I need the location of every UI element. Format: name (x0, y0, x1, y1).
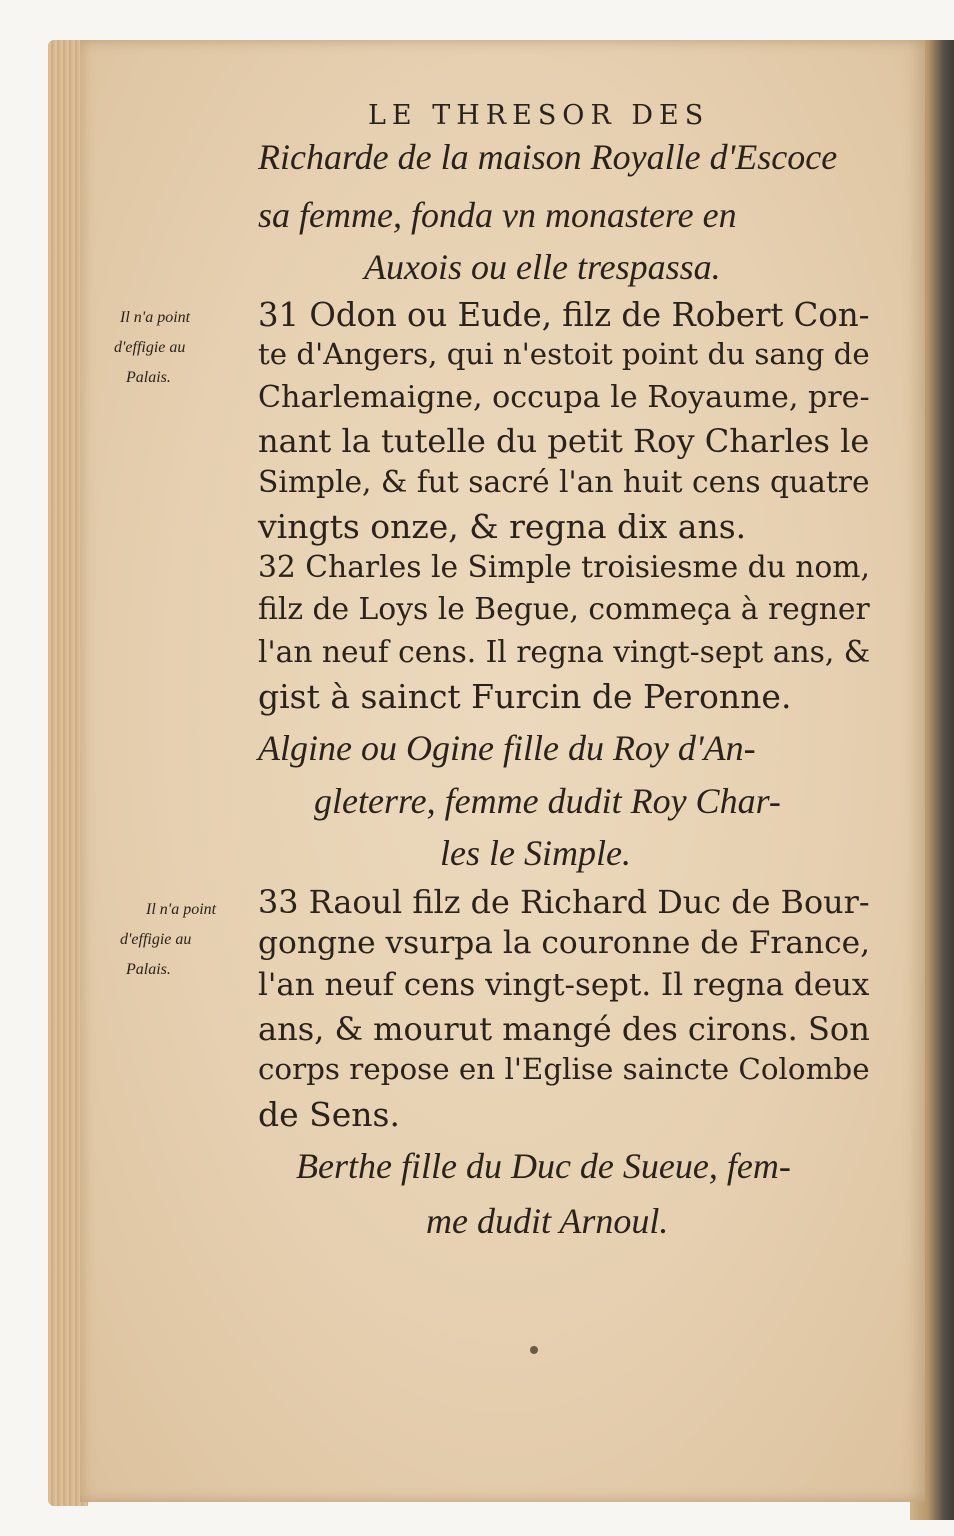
margin-note-line: Palais. (126, 961, 171, 978)
italic-line: sa femme, fonda vn monastere en (258, 195, 737, 235)
entry-33-line: l'an neuf cens vingt-sept. Il regna deux (258, 967, 870, 1003)
running-head: LE THRESOR DES (368, 100, 710, 131)
entry-32-line: filz de Loys le Begue, commeça à regner (258, 592, 870, 627)
margin-note-line: Il n'a point (120, 309, 191, 326)
entry-32-line: l'an neuf cens. Il regna vingt-sept ans, & (258, 635, 871, 670)
entry-31-line: Simple, & fut sacré l'an huit cens quatre (258, 465, 870, 500)
entry-31-line: 31 Odon ou Eude, filz de Robert Con- (258, 296, 870, 334)
entry-33-line: gongne vsurpa la couronne de France, (258, 925, 870, 961)
entry-33-line: corps repose en l'Eglise saincte Colombe (258, 1052, 870, 1086)
entry-31-line: Charlemaigne, occupa le Royaume, pre- (258, 380, 870, 415)
margin-note-line: Palais. (126, 369, 171, 386)
italic-line: Auxois ou elle trespassa. (364, 247, 721, 287)
italic-line: Algine ou Ogine fille du Roy d'An- (258, 728, 756, 768)
entry-33-line: ans, & mourut mangé des cirons. Son (258, 1010, 870, 1048)
entry-31-line: nant la tutelle du petit Roy Charles le (258, 422, 870, 460)
entry-31-line: te d'Angers, qui n'estoit point du sang de (258, 337, 870, 371)
italic-line: les le Simple. (440, 833, 631, 873)
margin-note-line: d'effigie au (114, 339, 186, 356)
italic-line: gleterre, femme dudit Roy Char- (314, 781, 781, 821)
italic-line: Berthe fille du Duc de Sueue, fem- (296, 1146, 791, 1186)
italic-line: Richarde de la maison Royalle d'Escoce (258, 137, 838, 177)
entry-33-line: de Sens. (258, 1095, 400, 1134)
entry-32-line: 32 Charles le Simple troisiesme du nom, (258, 550, 870, 585)
entry-31-line: vingts onze, & regna dix ans. (258, 507, 747, 546)
entry-33-line: 33 Raoul filz de Richard Duc de Bour- (258, 883, 870, 921)
margin-note-line: Il n'a point (146, 901, 217, 918)
italic-line: me dudit Arnoul. (426, 1201, 669, 1241)
entry-32-line: gist à sainct Furcin de Peronne. (258, 677, 792, 716)
margin-note-line: d'effigie au (120, 931, 192, 948)
paper-speck (530, 1346, 538, 1354)
